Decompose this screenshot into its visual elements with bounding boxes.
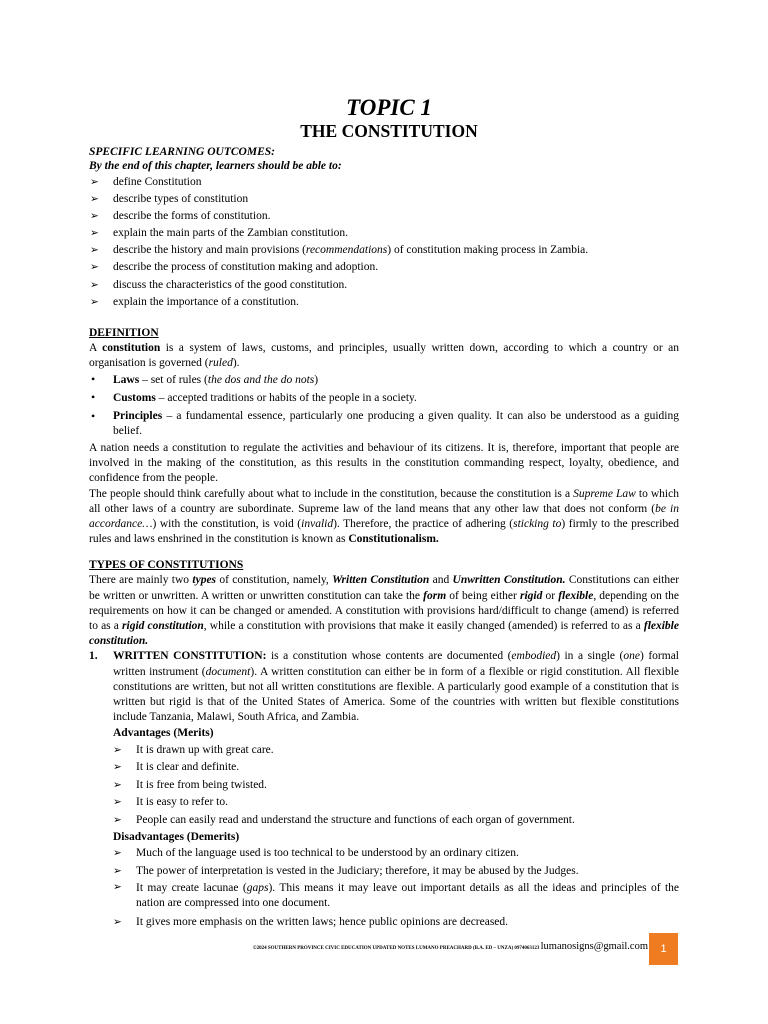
term-item: • Customs – accepted traditions or habits of the people in a society.: [91, 390, 417, 405]
definition-terms: [89, 371, 679, 441]
outcome-item: ➢ describe the forms of constitution.: [89, 208, 679, 225]
definition-paragraph-2: The people should think carefully about what to include in the constitution, because the constitution is a Supreme Law to which all other laws of a country are subordinate. Supreme law of the land means that any other law that does not conform (be in accordance…) with the constitution, is void (invalid). Therefore, the practice of adhering (sticking to) firmly to the prescribed rules and laws enshrined in the constitution is known as Constitutionalism.: [89, 487, 679, 546]
page-content: [89, 94, 679, 931]
outcomes-heading: SPECIFIC LEARNING OUTCOMES:: [89, 146, 275, 158]
footer-email: lumanosigns@gmail.com: [540, 941, 648, 952]
item-number: 1.: [89, 650, 98, 663]
outcome-item: ➢ describe types of constitution: [89, 191, 679, 208]
arrow-bullet-icon: ➢: [90, 211, 99, 223]
arrow-bullet-icon: ➢: [113, 848, 122, 860]
arrow-bullet-icon: ➢: [113, 744, 122, 756]
term-item: • Laws – set of rules (the dos and the do nots): [91, 372, 319, 387]
bullet-icon: •: [91, 372, 96, 387]
arrow-bullet-icon: ➢: [113, 797, 122, 809]
advantage-item: ➢ It is free from being twisted.: [89, 777, 679, 794]
advantages-list: [89, 742, 679, 829]
advantage-item: ➢ It is drawn up with great care.: [89, 742, 679, 759]
chapter-title: THE CONSTITUTION: [300, 121, 478, 141]
advantage-item: ➢ People can easily read and understand the structure and functions of each organ of government.: [89, 812, 679, 829]
disadvantages-heading: Disadvantages (Demerits): [113, 830, 240, 843]
outcomes-intro: By the end of this chapter, learners should be able to:: [89, 160, 342, 172]
page-number-badge: 1: [649, 933, 678, 965]
written-constitution-text: WRITTEN CONSTITUTION: is a constitution whose contents are documented (embodied) in a single (one) formal written instrument (document). A written constitution can either be in form of a flexible or rigid constitution. All flexible constitutions are written, but not all written constitutions are flexible. A particularly good example of a constitution that is written but rigid is that of the United States of America. Some of the countries with written but flexible constitutions include Tanzania, Malawi, South Africa, and Zambia.: [113, 650, 680, 724]
arrow-bullet-icon: ➢: [90, 228, 99, 240]
advantage-item: ➢ It is easy to refer to.: [89, 794, 679, 811]
definition-paragraph-1: A nation needs a constitution to regulate the activities and behaviour of its citizens. It is, therefore, important that people are involved in the making of the constitution, as this results in the constitution commanding respect, loyalty, obedience, and confidence from the people.: [89, 441, 679, 485]
outcome-item: ➢ explain the main parts of the Zambian constitution.: [89, 225, 679, 242]
outcome-item: ➢ define Constitution: [89, 174, 679, 191]
page-footer: [158, 940, 648, 956]
term-item: • Principles – a fundamental essence, particularly one producing a given quality. It can also be understood as a guiding belief.: [91, 408, 679, 438]
written-constitution-item: [89, 649, 679, 725]
types-paragraph: There are mainly two types of constitution, namely, Written Constitution and Unwritten Constitution. Constitutions can either be written or unwritten. A written or unwritten constitution can take the form of being either rigid or flexible, depending on the requirements on how it can be changed or amended. A constitution with provisions hard/difficult to change (amend) is referred to as a rigid constitution, while a constitution with provisions that make it easily changed (amended) is referred to as a flexible constitution.: [89, 574, 680, 648]
types-list: [89, 649, 679, 725]
advantage-item: ➢ It is clear and definite.: [89, 759, 679, 776]
disadvantage-item: ➢ The power of interpretation is vested in the Judiciary; therefore, it may be abused by the Judges.: [89, 863, 679, 880]
arrow-bullet-icon: ➢: [113, 814, 122, 826]
topic-title: TOPIC 1: [346, 95, 432, 120]
outcome-item: ➢ discuss the characteristics of the good constitution.: [89, 277, 679, 294]
arrow-bullet-icon: ➢: [113, 779, 122, 791]
footer-credit: ©2024 SOUTHERN PROVINCE CIVIC EDUCATION UPDATED NOTES LUMANO PREACHARD (B.A. ED – UNZA) 0974063123: [252, 946, 540, 951]
arrow-bullet-icon: ➢: [90, 194, 99, 206]
outcome-item: ➢ describe the history and main provisions (recommendations) of constitution making process in Zambia.: [89, 242, 679, 259]
disadvantages-list: [89, 845, 679, 931]
outcomes-list: [89, 174, 679, 311]
arrow-bullet-icon: ➢: [113, 762, 122, 774]
disadvantage-item: ➢ Much of the language used is too technical to be understood by an ordinary citizen.: [89, 845, 679, 862]
arrow-bullet-icon: ➢: [90, 245, 99, 257]
arrow-bullet-icon: ➢: [113, 916, 122, 928]
outcome-item: ➢ explain the importance of a constitution.: [89, 294, 679, 311]
definition-heading: DEFINITION: [89, 326, 159, 339]
arrow-bullet-icon: ➢: [90, 279, 99, 291]
arrow-bullet-icon: ➢: [90, 177, 99, 188]
types-heading: TYPES OF CONSTITUTIONS: [89, 559, 244, 572]
definition-intro: A constitution is a system of laws, customs, and principles, usually written down, according to which a country or an organisation is governed (ruled).: [89, 341, 679, 369]
arrow-bullet-icon: ➢: [90, 296, 99, 308]
outcome-item: ➢ describe the process of constitution making and adoption.: [89, 259, 679, 276]
arrow-bullet-icon: ➢: [113, 865, 122, 877]
disadvantage-item: ➢ It gives more emphasis on the written laws; hence public opinions are decreased.: [89, 914, 679, 931]
disadvantage-item: ➢ It may create lacunae (gaps). This means it may leave out important details as all the ideas and principles of the nation are compressed into one document.: [113, 882, 679, 910]
bullet-icon: •: [91, 408, 96, 423]
bullet-icon: •: [91, 390, 96, 405]
arrow-bullet-icon: ➢: [113, 882, 122, 894]
arrow-bullet-icon: ➢: [90, 262, 99, 274]
advantages-heading: Advantages (Merits): [113, 727, 214, 740]
